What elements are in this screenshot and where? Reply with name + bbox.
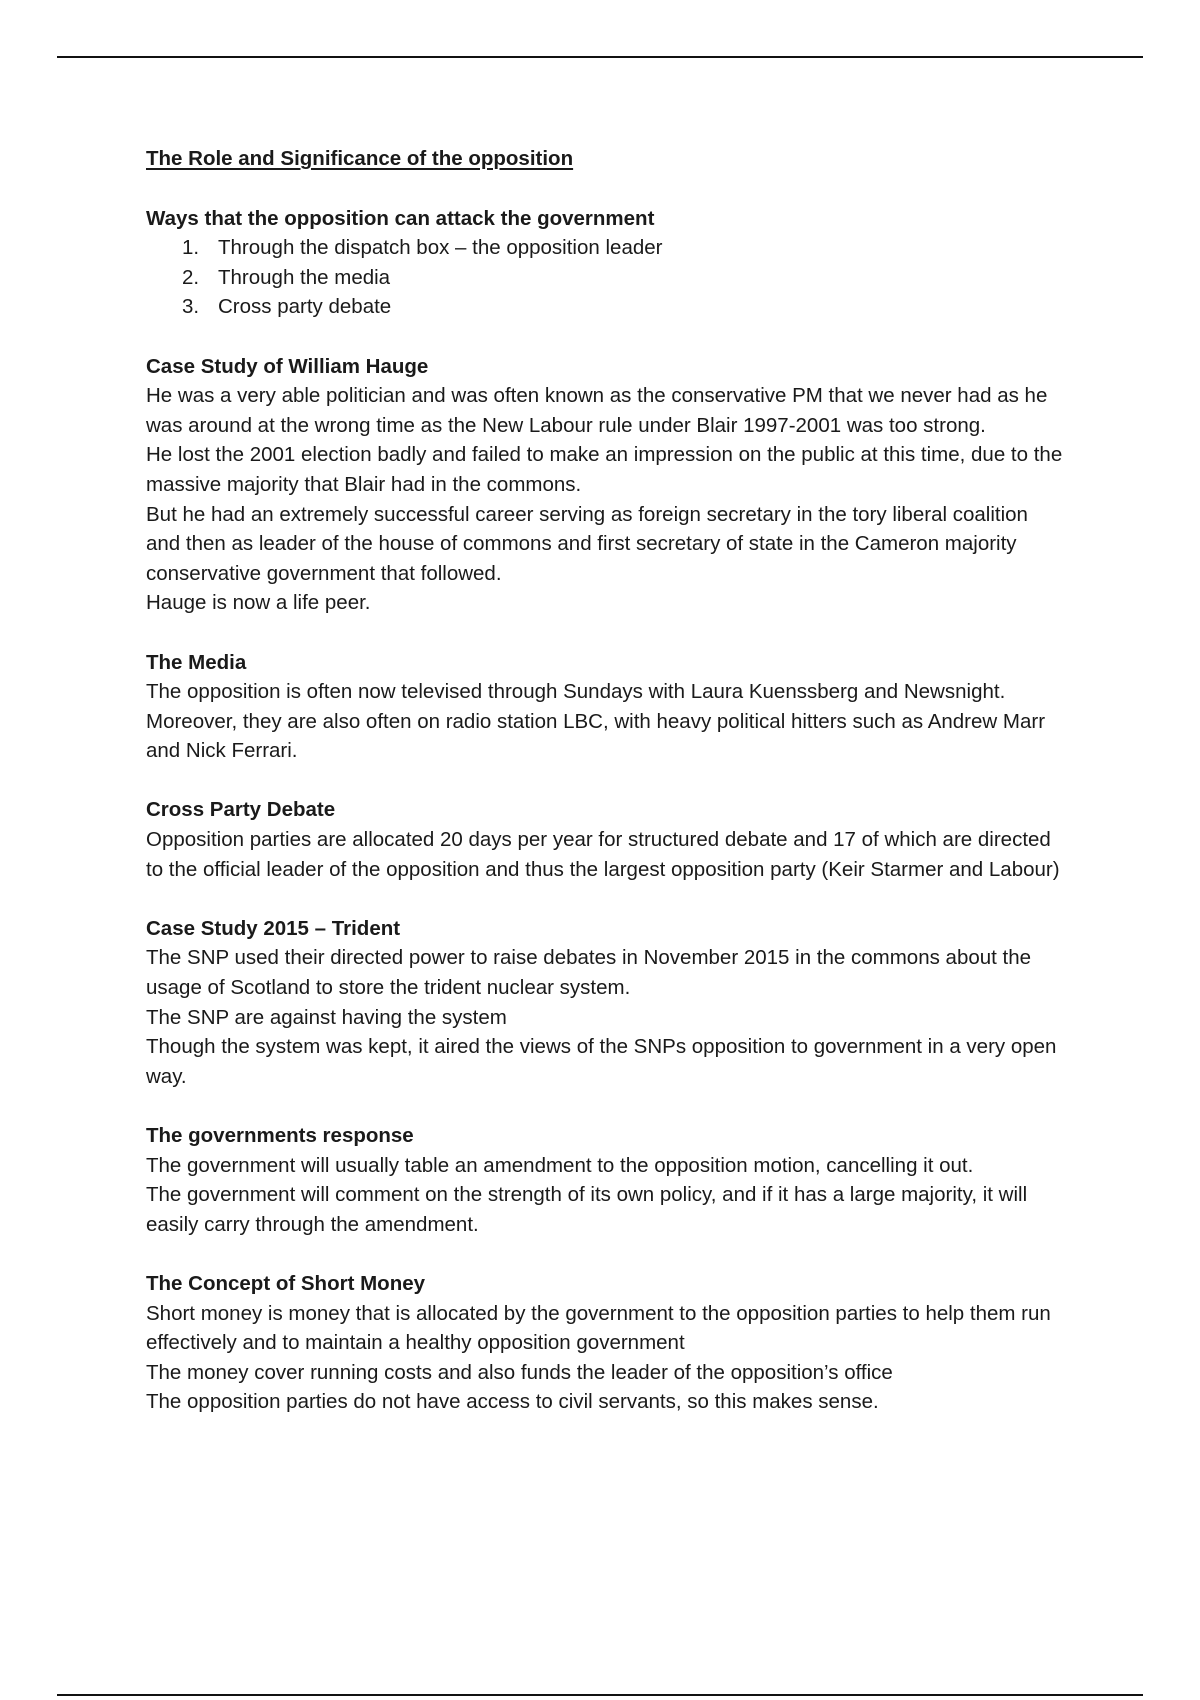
paragraph: The government will comment on the strength of its own policy, and if it has a large majority, it will easily carry through the amendment. bbox=[146, 1183, 1028, 1236]
paragraph: The government will usually table an amendment to the opposition motion, cancelling it out. bbox=[146, 1153, 974, 1177]
section-heading: The Concept of Short Money bbox=[146, 1271, 426, 1295]
paragraph: Short money is money that is allocated by the government to the opposition parties to help them run effectively and to maintain a healthy opposition government bbox=[146, 1301, 1051, 1355]
section-heading: Cross Party Debate bbox=[146, 798, 336, 822]
header-rule bbox=[57, 56, 1143, 58]
paragraph: The opposition parties do not have access to civil servants, so this makes sense. bbox=[146, 1390, 879, 1414]
paragraph: The money cover running costs and also funds the leader of the opposition’s office bbox=[146, 1360, 893, 1384]
section-heading: The governments response bbox=[146, 1124, 414, 1147]
paragraph: The SNP used their directed power to raise debates in November 2015 in the commons about the usage of Scotland to store the trident nuclear system. bbox=[146, 946, 1032, 1000]
section-heading: Ways that the opposition can attack the government bbox=[146, 206, 655, 230]
list-number: 3. bbox=[182, 295, 200, 319]
list-item bbox=[146, 263, 1066, 293]
paragraph: He was a very able politician and was often known as the conservative PM that we never had as he was around at the wrong time as the New Labour rule under Blair 1997-2001 was too strong. bbox=[146, 384, 1048, 437]
section-ways bbox=[146, 204, 1066, 322]
numbered-list bbox=[146, 233, 1066, 322]
list-item bbox=[146, 233, 1066, 263]
paragraph: Opposition parties are allocated 20 days per year for structured debate and 17 of which are directed to the official leader of the opposition and thus the largest opposition party (Keir Starmer and Labour) bbox=[146, 828, 1060, 881]
section-heading: Case Study of William Hauge bbox=[146, 354, 429, 378]
section-trident bbox=[146, 914, 1066, 1092]
document-body bbox=[146, 144, 1066, 1447]
section-short-money bbox=[146, 1269, 1066, 1417]
footer-rule bbox=[57, 1694, 1143, 1696]
list-number: 2. bbox=[182, 265, 200, 289]
list-item bbox=[146, 292, 1066, 322]
section-hauge bbox=[146, 352, 1066, 618]
paragraph: Though the system was kept, it aired the views of the SNPs opposition to government in a very open way. bbox=[146, 1035, 1057, 1088]
paragraph: The opposition is often now televised through Sundays with Laura Kuenssberg and Newsnight. Moreover, they are also often on radio station LBC, with heavy political hitters such as Andrew Marr and Nick Ferrari. bbox=[146, 680, 1046, 763]
list-item-text: Through the media bbox=[218, 265, 391, 289]
paragraph: Hauge is now a life peer. bbox=[146, 591, 371, 615]
list-item-text: Through the dispatch box – the opposition leader bbox=[218, 236, 663, 260]
paragraph: He lost the 2001 election badly and failed to make an impression on the public at this time, due to the massive majority that Blair had in the commons. bbox=[146, 443, 1063, 496]
document-title: The Role and Significance of the opposition bbox=[146, 147, 574, 170]
section-heading: The Media bbox=[146, 650, 247, 674]
section-heading: Case Study 2015 – Trident bbox=[146, 916, 401, 940]
list-item-text: Cross party debate bbox=[218, 295, 392, 319]
paragraph: The SNP are against having the system bbox=[146, 1005, 507, 1029]
paragraph: But he had an extremely successful career serving as foreign secretary in the tory liberal coalition and then as leader of the house of commons and first secretary of state in the Cameron majority conservative government that followed. bbox=[146, 502, 1028, 585]
section-media bbox=[146, 648, 1066, 766]
list-number: 1. bbox=[182, 236, 200, 260]
section-response bbox=[146, 1121, 1066, 1239]
section-debate bbox=[146, 795, 1066, 884]
